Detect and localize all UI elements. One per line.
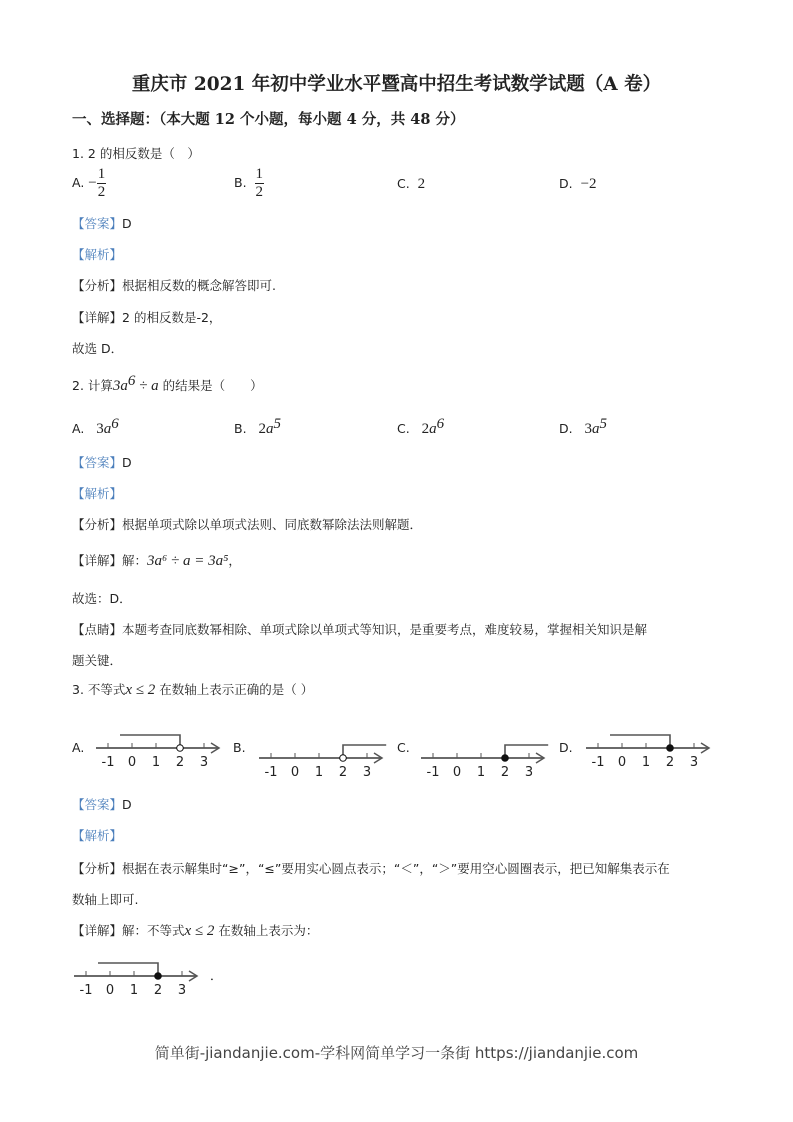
xiangjie-post: ， <box>228 553 241 568</box>
q3-option-c-number-line[interactable] <box>421 740 551 785</box>
coef: 3 <box>584 421 593 438</box>
inequality: x ≤ 2 <box>125 682 156 698</box>
solution-bracket <box>120 735 180 748</box>
answer-value: D <box>122 216 132 231</box>
tick-label: 3 <box>199 755 209 770</box>
q3-stem <box>72 680 313 699</box>
tick-label: 0 <box>290 765 300 780</box>
xiangjie-tag: 【详解】 <box>72 310 123 325</box>
exponent: 5 <box>273 416 281 432</box>
q1-guxuan: 故选 D． <box>72 341 124 356</box>
q3-answer <box>72 795 132 813</box>
tick-label: 1 <box>151 755 161 770</box>
tick-label: -1 <box>264 765 278 780</box>
tick-label: 1 <box>129 983 139 998</box>
q2-xiangjie <box>72 551 241 570</box>
filled-point <box>502 755 509 762</box>
q3-option-b-label[interactable]: B. <box>233 740 246 755</box>
fenxi-text: 根据单项式除以单项式法则、同底数幂除法法则解题． <box>122 517 423 532</box>
xiangjie-text: 2 的相反数是-2， <box>122 310 222 325</box>
fenxi-text: 根据在表示解集时“≥”，“≤”要用实心圆点表示；“＜”，“＞”要用空心圆圈表示，把已知解集表示在 <box>122 861 670 876</box>
xiangjie-post: 在数轴上表示为： <box>218 923 319 938</box>
tick-label: 3 <box>689 755 699 770</box>
hollow-point <box>177 745 184 752</box>
q1-fenxi <box>72 276 276 294</box>
section-heading: 一、选择题：（本大题 12 个小题，每小题 4 分，共 48 分） <box>72 111 465 128</box>
option-label: A. <box>72 421 85 437</box>
q3-option-c-label[interactable]: C. <box>397 740 410 755</box>
denominator: 2 <box>255 184 264 200</box>
fenxi-tag: 【分析】 <box>72 278 123 293</box>
stem-pre: 2. 计算 <box>72 378 113 394</box>
q2-jiexi-tag: 【解析】 <box>72 486 123 501</box>
option-label: B. <box>234 421 247 437</box>
q1-option-c[interactable] <box>397 176 425 193</box>
stem-post: 在数轴上表示正确的是（ ） <box>159 682 314 697</box>
q3-fenxi-cont: 数轴上即可. <box>72 892 139 907</box>
filled-point <box>155 973 162 980</box>
option-value: −2 <box>580 176 597 192</box>
page-title: 重庆市 2021 年初中学业水平暨高中招生考试数学试题（A 卷） <box>131 74 662 95</box>
q1-option-d[interactable] <box>559 176 597 193</box>
option-label: C. <box>397 176 410 191</box>
q2-stem <box>72 373 263 395</box>
tick-label: -1 <box>79 983 93 998</box>
fraction <box>255 166 265 201</box>
tick-label: 2 <box>665 755 675 770</box>
xiangjie-pre: 解：不等式 <box>122 923 185 938</box>
q1-option-a[interactable] <box>72 166 106 201</box>
fraction <box>97 166 107 201</box>
exponent: 5 <box>599 416 608 432</box>
q2-dianjing <box>72 620 647 638</box>
option-label: D. <box>559 176 573 191</box>
option-label: A. <box>72 175 85 190</box>
solution-bracket <box>98 963 158 976</box>
exponent: 6 <box>111 416 119 432</box>
q3-fenxi <box>72 859 670 877</box>
stem-pre: 3. 不等式 <box>72 682 126 697</box>
q1-answer <box>72 214 132 232</box>
answer-value: D <box>122 797 132 812</box>
q3-xiangjie <box>72 921 318 940</box>
period: ． <box>210 968 223 983</box>
dianjing-text: 本题考查同底数幂相除、单项式除以单项式等知识，是重要考点，难度较易，掌握相关知识是解 <box>122 622 648 637</box>
q2-fenxi <box>72 515 422 533</box>
q2-option-c[interactable]: C. $2a^6$ <box>397 416 445 438</box>
q3-option-d-number-line[interactable] <box>586 730 716 775</box>
exponent: 6 <box>436 416 445 432</box>
denominator: 2 <box>97 184 106 200</box>
tick-label: 0 <box>617 755 627 770</box>
divide-expression: ÷ a <box>135 378 159 395</box>
fenxi-text: 根据相反数的概念解答即可. <box>122 278 276 293</box>
tick-label: 2 <box>175 755 185 770</box>
answer-tag: 【答案】 <box>72 797 123 812</box>
inequality: x ≤ 2 <box>184 923 215 939</box>
xiangjie-expression: 3a⁶ ÷ a = 3a⁵ <box>147 553 229 569</box>
expression: 3a <box>112 378 128 395</box>
filled-point <box>667 745 674 752</box>
tick-label: -1 <box>591 755 605 770</box>
tick-label: 2 <box>153 983 163 998</box>
option-label: B. <box>234 175 247 190</box>
answer-tag: 【答案】 <box>72 455 123 470</box>
numerator: 1 <box>97 166 106 182</box>
q2-guxuan: 故选：D． <box>72 591 132 606</box>
q3-option-a-label[interactable]: A. <box>72 740 85 755</box>
numerator: 1 <box>255 166 264 182</box>
dianjing-tag: 【点睛】 <box>72 622 123 637</box>
tick-label: 3 <box>177 983 187 998</box>
fenxi-tag: 【分析】 <box>72 517 123 532</box>
answer-value: D <box>122 455 132 470</box>
sign: − <box>88 175 97 191</box>
exponent: 6 <box>127 373 136 389</box>
tick-label: 1 <box>641 755 651 770</box>
fenxi-tag: 【分析】 <box>72 861 123 876</box>
q2-option-d[interactable]: D. $3a^5$ <box>559 416 608 438</box>
solution-bracket <box>610 735 670 748</box>
q3-option-a-number-line[interactable] <box>96 730 226 775</box>
tick-label: 1 <box>476 765 486 780</box>
tick-label: -1 <box>101 755 115 770</box>
q1-jiexi-tag: 【解析】 <box>72 247 123 262</box>
q3-solution-number-line <box>74 958 204 1003</box>
q2-dianjing-cont: 题关键． <box>72 653 123 668</box>
q1-xiangjie <box>72 308 221 326</box>
option-value: 2 <box>417 176 426 192</box>
q2-option-b[interactable]: B. $2a^5$ <box>234 416 281 438</box>
tick-label: 2 <box>338 765 348 780</box>
tick-label: 3 <box>524 765 534 780</box>
q1-option-b[interactable] <box>234 166 264 201</box>
xiangjie-pre: 解： <box>122 553 148 568</box>
coef: 3 <box>96 421 104 438</box>
tick-label: 0 <box>452 765 462 780</box>
q1-stem: 1. 2 的相反数是（ ） <box>72 146 200 161</box>
q2-answer <box>72 453 132 471</box>
coef: 2 <box>258 421 266 438</box>
tick-label: 1 <box>314 765 324 780</box>
answer-tag: 【答案】 <box>72 216 123 231</box>
stem-post: 的结果是（ ） <box>162 378 263 394</box>
tick-label: -1 <box>426 765 440 780</box>
tick-label: 0 <box>127 755 137 770</box>
q3-option-d-label[interactable]: D. <box>559 740 573 755</box>
xiangjie-tag: 【详解】 <box>72 923 123 938</box>
q3-jiexi-tag: 【解析】 <box>72 828 123 843</box>
tick-label: 0 <box>105 983 115 998</box>
footer-watermark: 简单街-jiandanjie.com-学科网简单学习一条街 https://jiandanjie.com <box>154 1044 639 1062</box>
tick-label: 2 <box>500 765 510 780</box>
tick-label: 3 <box>362 765 372 780</box>
coef: 2 <box>421 421 430 438</box>
option-label: C. <box>397 421 410 437</box>
hollow-point <box>340 755 347 762</box>
xiangjie-tag: 【详解】 <box>72 553 123 568</box>
q2-option-a[interactable]: A. $3a^6$ <box>72 416 119 438</box>
option-label: D. <box>559 421 573 437</box>
q3-option-b-number-line[interactable] <box>259 740 389 785</box>
